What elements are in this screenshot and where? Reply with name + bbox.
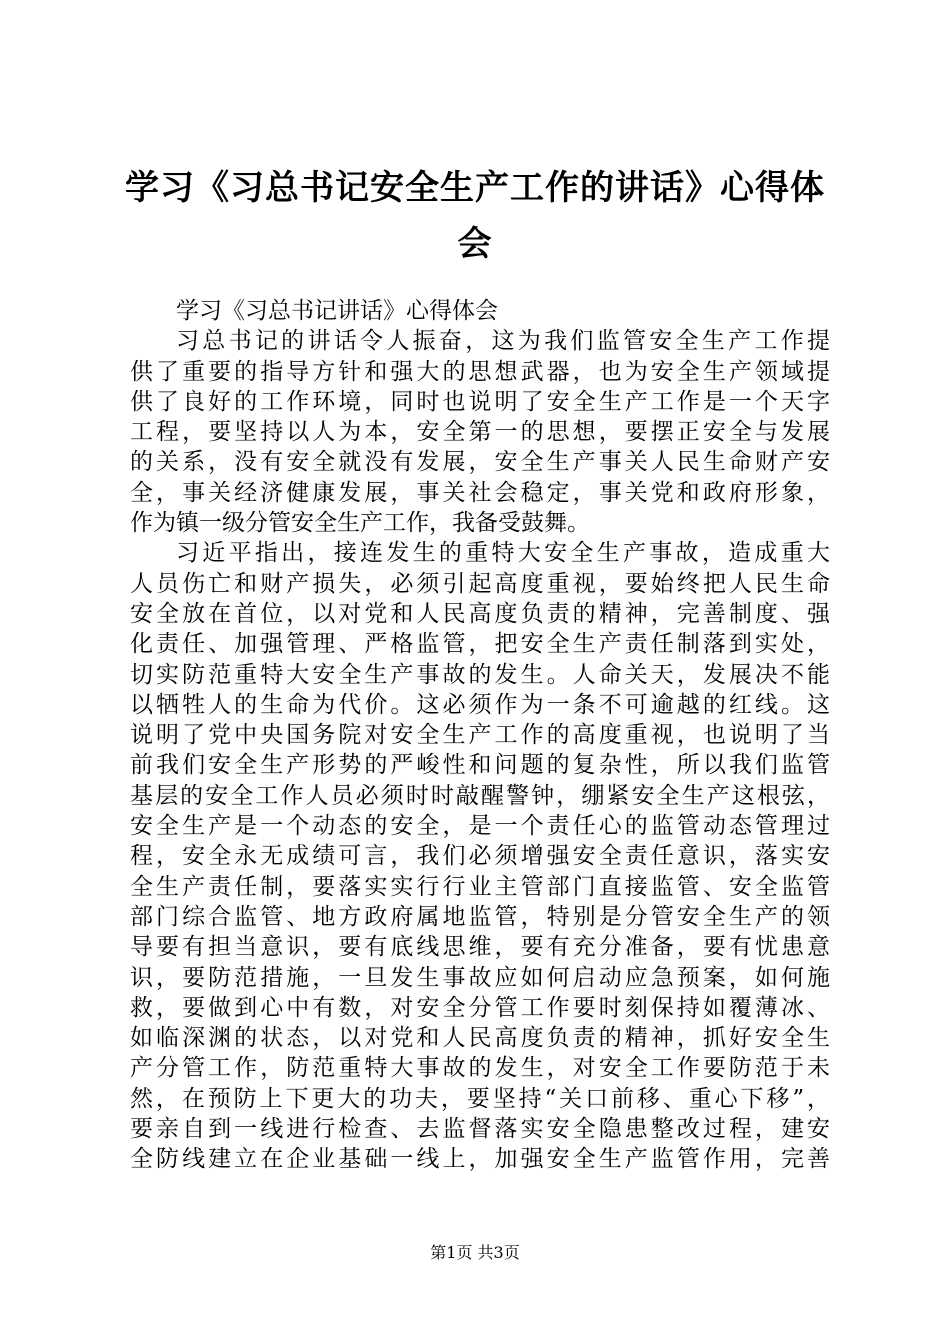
paragraph bbox=[130, 538, 830, 1174]
text-line: 安全生产是一个动态的安全，是一个责任心的监管动态管理过 bbox=[130, 813, 830, 840]
page-footer bbox=[0, 1241, 950, 1265]
text-line: 要亲自到一线进行检查、去监督落实安全隐患整改过程，建安 bbox=[130, 1116, 830, 1143]
paragraph bbox=[130, 326, 830, 538]
text-line: 作为镇一级分管安全生产工作，我备受鼓舞。 bbox=[130, 510, 590, 537]
text-line: 供了重要的指导方针和强大的思想武器，也为安全生产领域提 bbox=[130, 358, 830, 385]
text-line: 识，要防范措施，一旦发生事故应如何启动应急预案，如何施 bbox=[130, 964, 830, 991]
text-line: 切实防范重特大安全生产事故的发生。人命关天，发展决不能 bbox=[130, 661, 830, 688]
text-line: 工程，要坚持以人为本，安全第一的思想，要摆正安全与发展 bbox=[130, 419, 830, 446]
text-line: 前我们安全生产形势的严峻性和问题的复杂性，所以我们监管 bbox=[130, 752, 830, 779]
document-body bbox=[130, 296, 830, 1175]
title-line: 会 bbox=[457, 224, 493, 264]
text-line: 基层的安全工作人员必须时时敲醒警钟，绷紧安全生产这根弦， bbox=[130, 782, 830, 809]
text-line: 全生产责任制，要落实实行行业主管部门直接监管、安全监管 bbox=[130, 873, 830, 900]
text-line: 产分管工作，防范重特大事故的发生，对安全工作要防范于未 bbox=[130, 1055, 830, 1082]
text-line: 安全放在首位，以对党和人民高度负责的精神，完善制度、强 bbox=[130, 600, 830, 627]
text-line: 人员伤亡和财产损失，必须引起高度重视，要始终把人民生命 bbox=[130, 570, 830, 597]
document-title bbox=[120, 160, 830, 272]
text-line: 习总书记的讲话令人振奋，这为我们监管安全生产工作提 bbox=[176, 328, 830, 355]
text-line: 全，事关经济健康发展，事关社会稳定，事关党和政府形象， bbox=[130, 479, 830, 506]
text-line: 化责任、加强管理、严格监管，把安全生产责任制落到实处， bbox=[130, 631, 830, 658]
text-line: 然，在预防上下更大的功夫，要坚持“关口前移、重心下移”， bbox=[130, 1085, 830, 1112]
text-line: 的关系，没有安全就没有发展，安全生产事关人民生命财产安 bbox=[130, 449, 830, 476]
text-line: 救，要做到心中有数，对安全分管工作要时刻保持如覆薄冰、 bbox=[130, 994, 830, 1021]
text-line: 以牺牲人的生命为代价。这必须作为一条不可逾越的红线。这 bbox=[130, 691, 830, 718]
text-line: 全防线建立在企业基础一线上，加强安全生产监管作用，完善 bbox=[130, 1146, 830, 1173]
text-line: 习近平指出，接连发生的重特大安全生产事故，造成重大 bbox=[176, 540, 830, 567]
text-line: 部门综合监管、地方政府属地监管，特别是分管安全生产的领 bbox=[130, 903, 830, 930]
text-line: 导要有担当意识，要有底线思维，要有充分准备，要有忧患意 bbox=[130, 934, 830, 961]
text-line: 说明了党中央国务院对安全生产工作的高度重视，也说明了当 bbox=[130, 722, 830, 749]
text-line: 程，安全永无成绩可言，我们必须增强安全责任意识，落实安 bbox=[130, 843, 830, 870]
subtitle: 学习《习总书记讲话》心得体会 bbox=[176, 298, 498, 324]
page-number: 第1页 共3页 bbox=[430, 1243, 520, 1262]
title-line: 学习《习总书记安全生产工作的讲话》心得体 bbox=[125, 168, 825, 208]
text-line: 如临深渊的状态，以对党和人民高度负责的精神，抓好安全生 bbox=[130, 1025, 830, 1052]
text-line: 供了良好的工作环境，同时也说明了安全生产工作是一个天字 bbox=[130, 388, 830, 415]
